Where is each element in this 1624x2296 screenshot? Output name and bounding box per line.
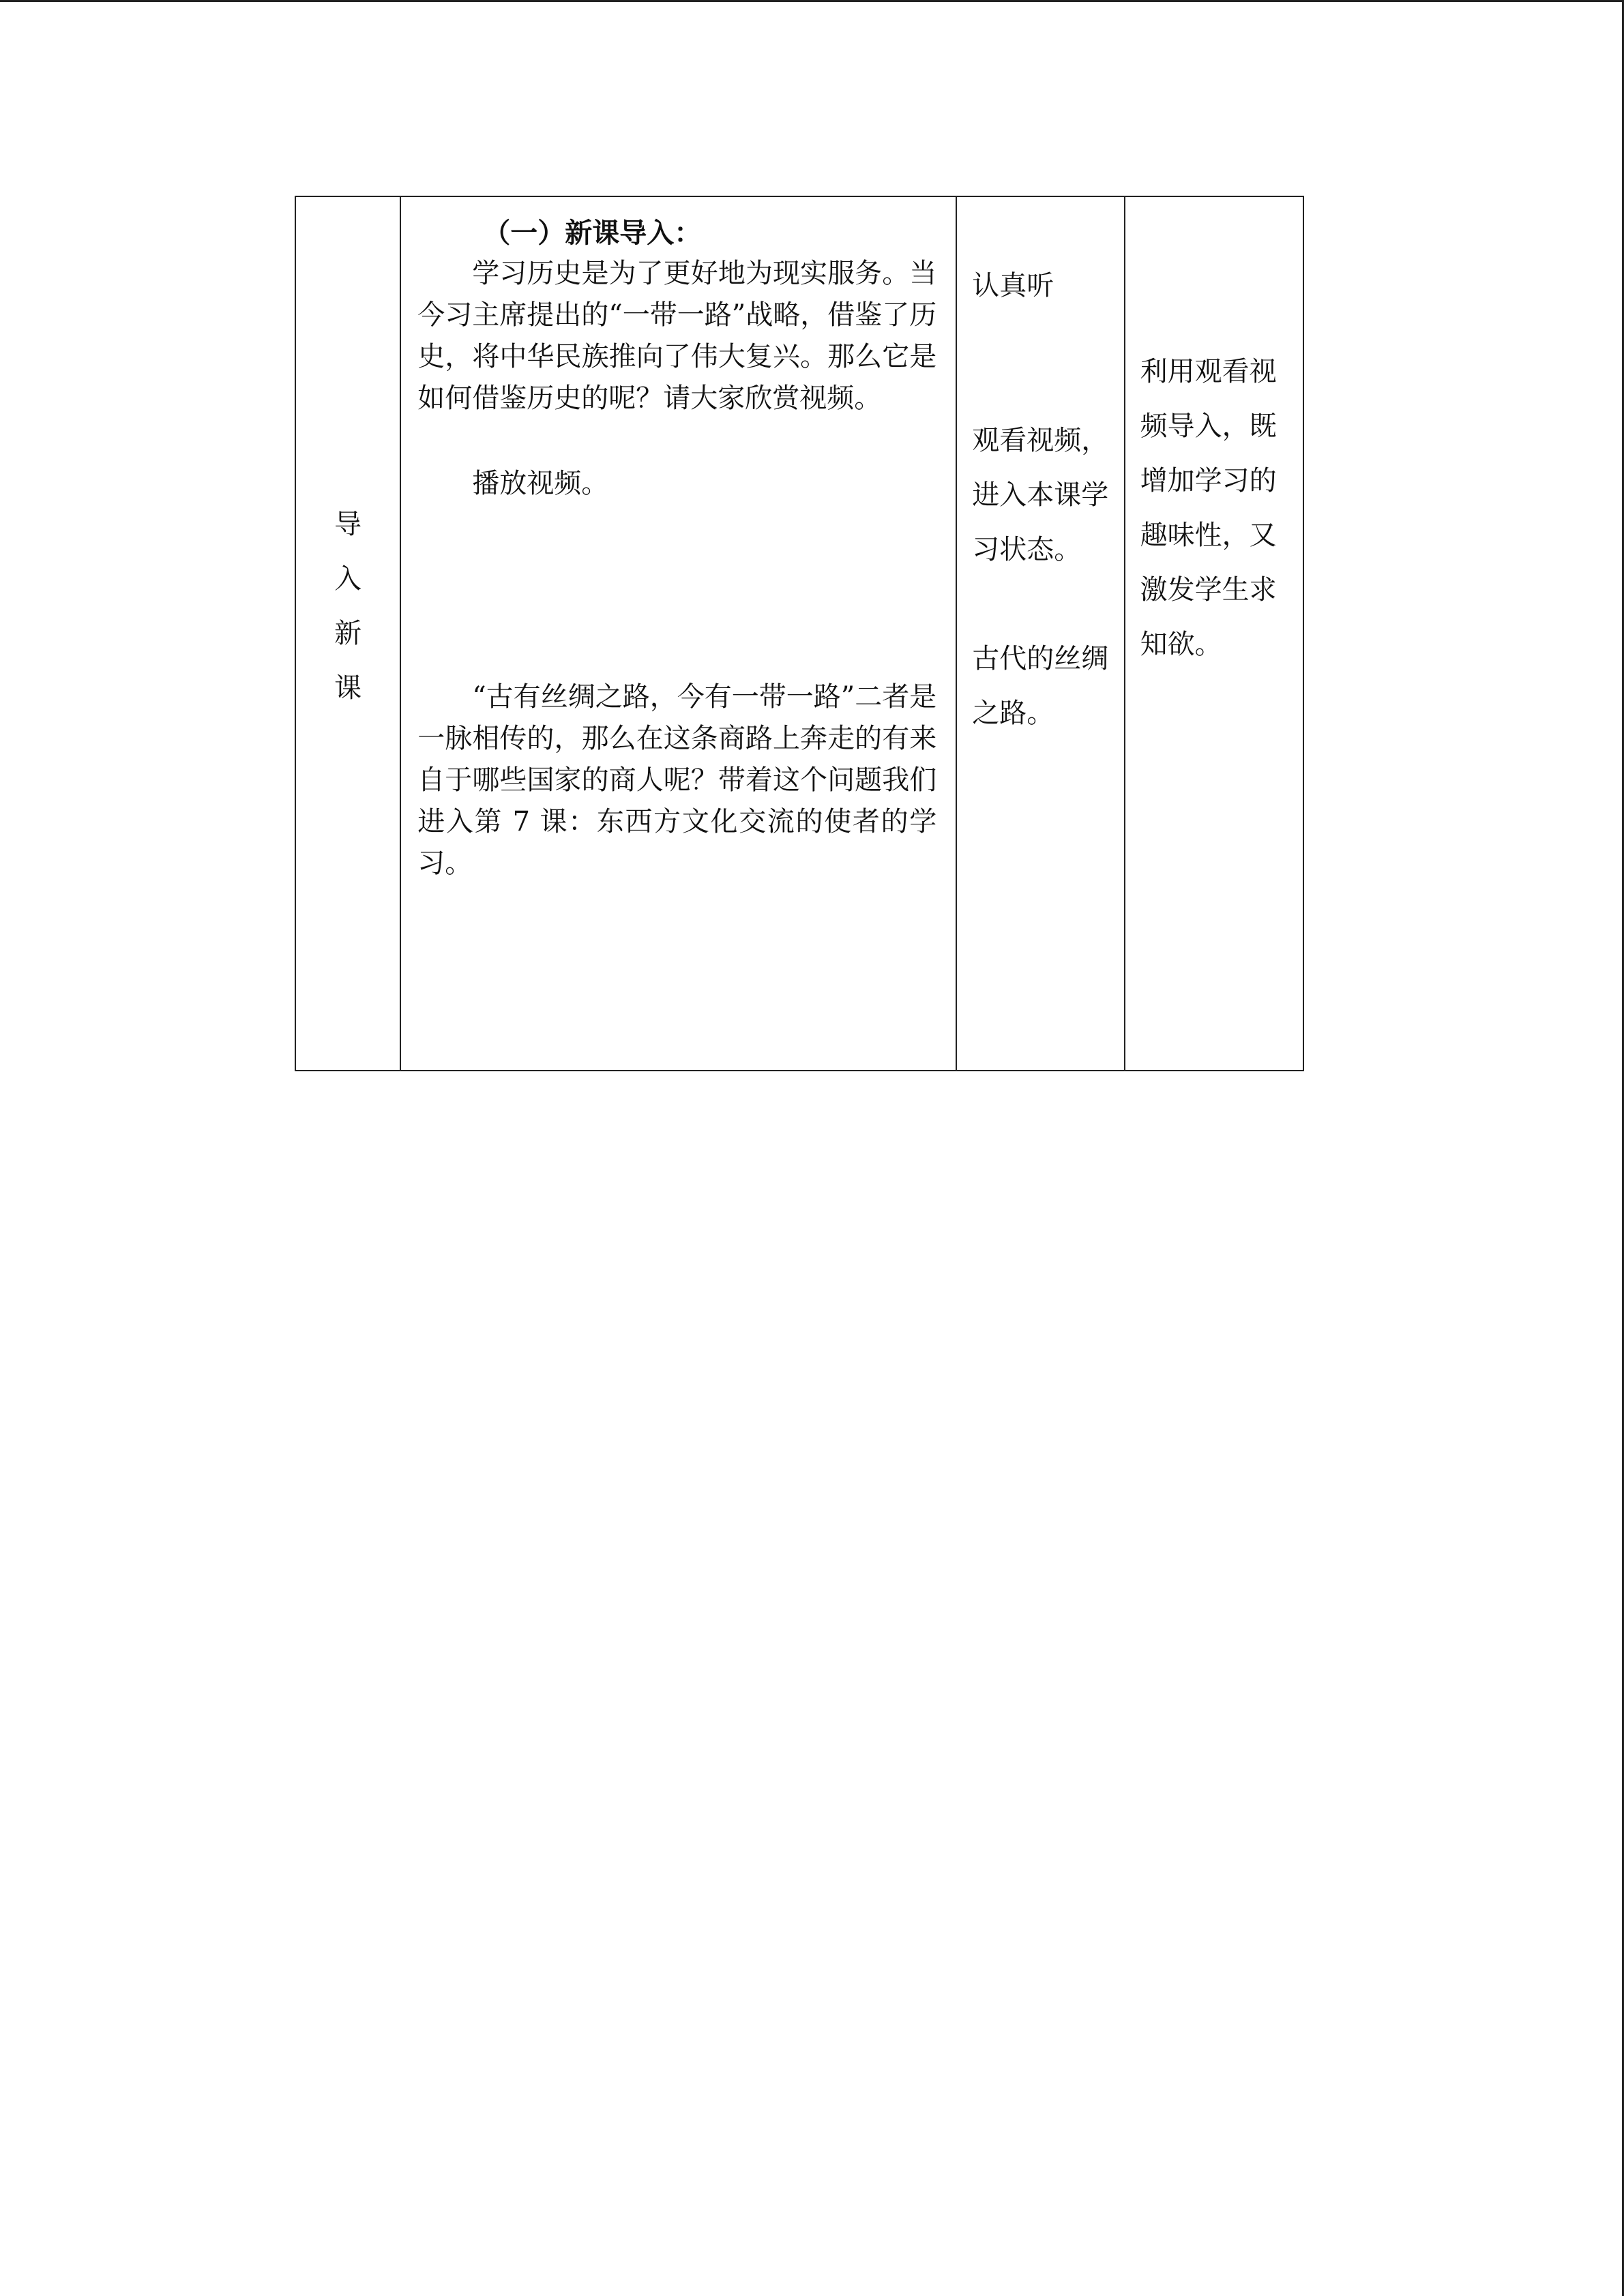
design-purpose-cell <box>1125 196 1303 1071</box>
teacher-paragraph-transition: “古有丝绸之路，今有一带一路”二者是一脉相传的，那么在这条商路上奔走的有来自于哪些国家的商人呢？带着这个问题我们进入第 7 课：东西方文化交流的使者的学习。 <box>417 681 937 879</box>
table-row <box>295 196 1303 1071</box>
student-activity-silk-road: 古代的丝绸之路。 <box>972 643 1109 729</box>
student-activity-cell <box>956 196 1124 1071</box>
page-top-border <box>0 0 1624 2</box>
stage-label: 导入新课 <box>334 509 362 704</box>
teacher-paragraph-video: 播放视频。 <box>472 468 609 499</box>
section-heading: （一）新课导入： <box>483 217 702 249</box>
student-activity-watch: 观看视频，进入本课学习状态。 <box>972 425 1109 565</box>
student-activity-listen: 认真听 <box>972 270 1054 301</box>
design-purpose-text: 利用观看视频导入，既增加学习的趣味性，又激发学生求知欲。 <box>1140 356 1277 660</box>
stage-cell <box>295 196 400 1071</box>
teacher-paragraph-intro: 学习历史是为了更好地为现实服务。当今习主席提出的“一带一路”战略，借鉴了历史，将中华民族推向了伟大复兴。那么它是如何借鉴历史的呢？请大家欣赏视频。 <box>417 258 937 414</box>
teacher-activity-cell <box>400 196 956 1071</box>
lesson-plan-table <box>295 196 1304 1071</box>
